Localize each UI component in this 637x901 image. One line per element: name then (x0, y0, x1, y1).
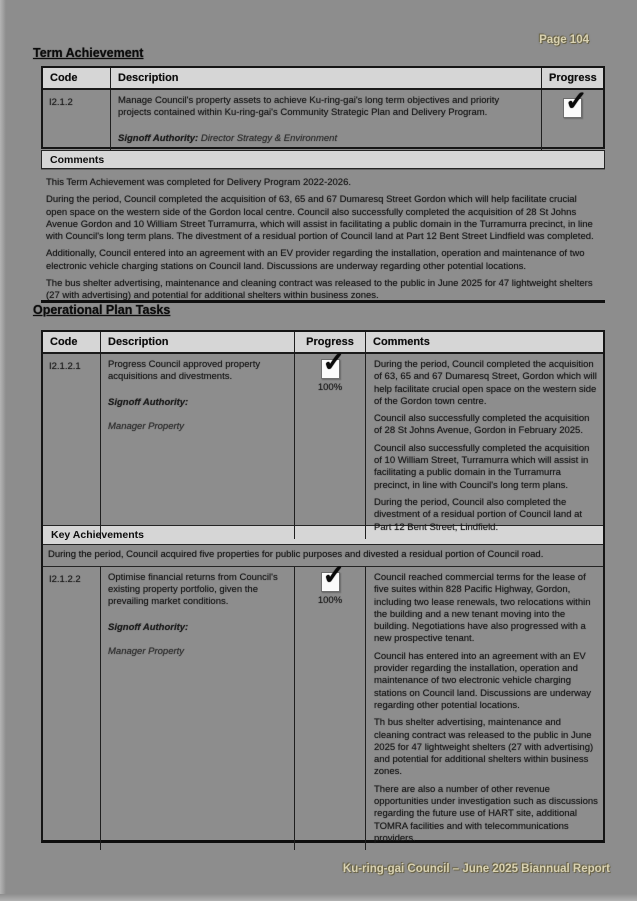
checkmark-icon: ✓ (322, 560, 346, 590)
task-signoff (108, 397, 287, 433)
signoff-authority-label: Signoff Authority: (118, 133, 199, 144)
task-comments (366, 354, 603, 539)
comment-paragraph: During the period, Council completed the acquisition of 63, 65 and 67 Dumaresq Street Gordon which will help facilitate crucial open space on the western side of the Gordon local centre. Council also successfully completed the acquisition of 28 St Johns Avenue Gordon and 10 William Street Turramurra, which will assist in facilitating a public domain in the Turramurra precinct, in line with Council's long term plans. The divestment of a residual portion of Council land at Part 12 Bent Street Lindfield was completed. (46, 194, 594, 243)
column-header-comments: Comments (373, 336, 430, 348)
progress-percent: 100% (317, 595, 343, 606)
term-comments (41, 169, 605, 303)
comment-paragraph: During the period, Council completed the acquisition of 63, 65 and 67 Dumaresq Street, Gordon which will help facilitate crucial open space on the western side of the Gordon town centre. (374, 359, 597, 407)
comment-paragraph: There are also a number of other revenue opportunities under investigation such as discussions regarding the future use of HART site, additional TOMRA facilities and with telecommunications providers. (374, 783, 598, 844)
column-header-description: Description (111, 68, 542, 88)
op-table-row (43, 560, 603, 844)
key-achievements-header: Key Achievements (43, 525, 603, 545)
operational-plan-table (41, 330, 605, 843)
signoff-authority-value: Manager Property (108, 646, 185, 657)
task-comments (366, 567, 603, 850)
term-description: Manage Council's property assets to achieve Ku-ring-gai's long term objectives and priority projects contained within Ku-ring-gai's Community Strategic Plan and Delivery Program. (118, 95, 500, 118)
task-code: I2.1.2.2 (43, 567, 101, 850)
term-table-row (43, 86, 603, 147)
progress-checkbox (321, 560, 346, 592)
comment-paragraph: Council also successfully completed the acquisition of 28 St Johns Avenue, Gordon in February 2025. (374, 413, 590, 437)
signoff-authority-value: Director Strategy & Environment (200, 133, 338, 144)
scan-edge-bottom (0, 894, 637, 901)
operational-plan-tasks-heading: Operational Plan Tasks (33, 303, 171, 317)
progress-percent: 100% (317, 382, 343, 393)
comment-paragraph: Council also successfully completed the acquisition of 10 William Street, Turramurra which will assist in facilitating a public domain in the Turramurra precinct, in line with Council's long term plans. (374, 442, 590, 491)
op-table-row (43, 347, 603, 533)
column-header-description: Description (101, 332, 295, 352)
progress-checkbox (563, 86, 588, 118)
signoff-authority-label: Signoff Authority: (108, 397, 189, 408)
checkmark-icon: ✓ (322, 347, 346, 377)
progress-checkbox (321, 347, 346, 379)
comment-paragraph: Additionally, Council entered into an agreement with an EV provider regarding the installation, operation and maintenance of two electronic vehicle charging stations on Council land. Discussions are underway regarding other potential locations. (46, 248, 585, 272)
term-table-header-row (43, 68, 603, 90)
page-number: Page 104 (539, 34, 589, 46)
term-code: I2.1.2 (43, 90, 111, 150)
task-description: Progress Council approved property acquisitions and divestments. (108, 359, 261, 382)
comment-paragraph: Council reached commercial terms for the lease of five suites within 828 Pacific Highway, Gordon, including two lease renewals, two relocations within the building and a new tenant moving into the building. Negotiations have also progressed with a new prospective tenant. (374, 572, 591, 645)
footer-text: Ku-ring-gai Council – June 2025 Biannual Report (342, 863, 610, 875)
term-achievement-heading: Term Achievement (33, 46, 144, 60)
term-achievement-table (41, 66, 605, 149)
term-signoff (118, 133, 534, 145)
column-header-progress: Progress (549, 72, 597, 84)
signoff-authority-label: Signoff Authority: (108, 622, 189, 633)
comment-paragraph: Council has entered into an agreement with an EV provider regarding the installation, operation and maintenance of two electronic vehicle charging stations on Council land. Discussions are underway regarding other potential locations. (374, 650, 592, 711)
signoff-authority-value: Manager Property (108, 421, 185, 432)
comment-paragraph: Th bus shelter advertising, maintenance and cleaning contract was released to the public in June 2025 for 47 lightweight shelters (27 with advertising) and potential for additional shelters within business zones. (374, 717, 594, 778)
column-header-code: Code (43, 68, 111, 88)
key-achievements-text: During the period, Council acquired five properties for public purposes and divested a residual portion of Council road. (43, 545, 603, 567)
task-description: Optimise financial returns from Council's existing property portfolio, given the prevailing market conditions. (108, 572, 278, 607)
task-signoff (108, 622, 287, 658)
task-code: I2.1.2.1 (43, 354, 101, 539)
checkmark-icon: ✓ (565, 86, 588, 116)
comment-paragraph: The bus shelter advertising, maintenance and cleaning contract was released to the public in June 2025 for 47 lightweight shelters (27 with advertising) and potential for additional shelters within business zones. (46, 278, 593, 302)
comment-paragraph: This Term Achievement was completed for Delivery Program 2022-2026. (46, 177, 352, 188)
column-header-code: Code (43, 332, 101, 352)
column-header-progress: Progress (295, 332, 366, 352)
scan-edge-left (0, 0, 6, 901)
operational-plan-section (41, 330, 605, 843)
comment-paragraph: During the period, Council also completed the divestment of a residual portion of Council land at Part 12 Bent Street, Lindfield. (374, 496, 583, 533)
term-achievement-section (41, 66, 605, 303)
comments-header: Comments (41, 150, 605, 169)
